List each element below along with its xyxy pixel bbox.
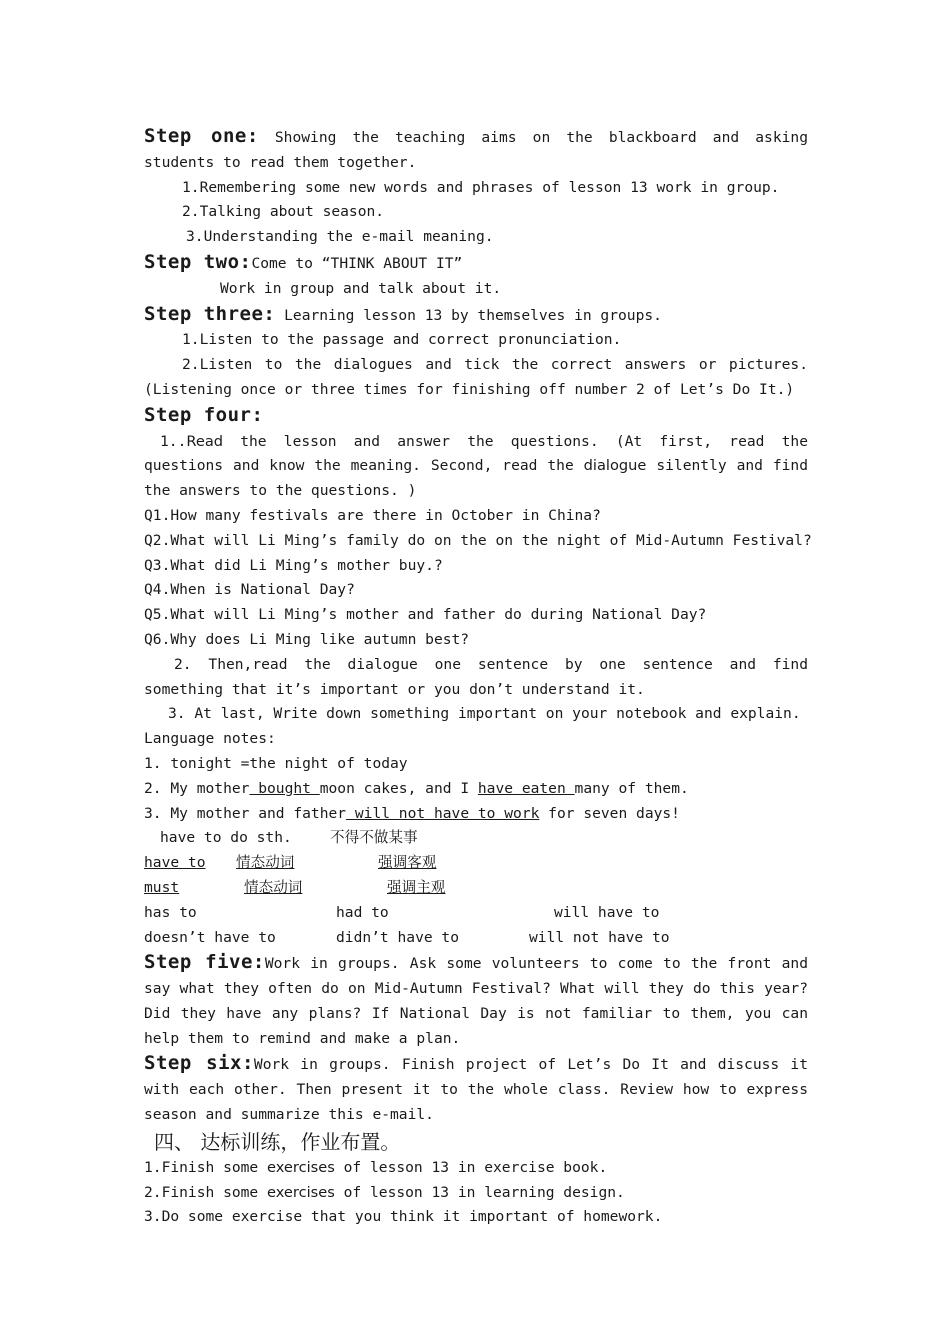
form-had-to: had to (336, 903, 389, 921)
have-to-do-meaning: 不得不做某事 (330, 829, 418, 847)
note-2 (144, 777, 808, 802)
step-four-p2: 2. Then,read the dialogue one sentence by one sentence and find something that it’s important or you don’t understand it. (144, 655, 808, 698)
document-body (144, 124, 812, 1230)
note-2-b: moon cakes, and I (319, 779, 478, 797)
homework-1-a: 1.Finish some (144, 1158, 268, 1176)
form-will-not-have-to: will not have to (529, 928, 670, 946)
homework-1-word: exercises (267, 1158, 335, 1176)
homework-2 (144, 1181, 808, 1206)
note-2-c: many of them. (574, 779, 689, 797)
step-one-paragraph (144, 124, 808, 176)
step-three-item-2: 2.Listen to the dialogues and tick the correct answers or pictures. (Listening once or three times for finishing off number 2 of Let’s Do It.) (144, 356, 808, 398)
note-2-underlined-have-eaten: have eaten (477, 779, 575, 797)
have-to-do-row (144, 826, 808, 851)
question-3: Q3.What did Li Ming’s mother buy.? (144, 556, 443, 574)
homework-1-c: of lesson 13 in exercise book. (334, 1158, 608, 1176)
step-four-p3: 3. At last, Write down something important on your notebook and explain. (168, 705, 801, 723)
step-three-text: Learning lesson 13 by themselves in groups. (275, 306, 662, 324)
step-one-label: Step one: (144, 125, 259, 147)
have-to-emphasis: 强调客观 (378, 854, 437, 872)
question-5: Q5.What will Li Ming’s mother and father do during National Day? (144, 606, 707, 624)
question-2: Q2.What will Li Ming’s family do on the on the night of Mid-Autumn Festival? (144, 531, 812, 549)
question-6: Q6.Why does Li Ming like autumn best? (144, 630, 470, 648)
homework-2-c: of lesson 13 in learning design. (334, 1183, 625, 1201)
have-to-word: have to (144, 854, 206, 872)
step-six-text: Work in groups. Finish project of Let’s Do It and discuss it with each other. Then present it to the whole class. Review how to express season and summarize this e-mail. (144, 1056, 809, 1124)
note-3 (144, 802, 808, 827)
must-emphasis: 强调主观 (387, 878, 446, 896)
step-four-p1 (144, 430, 808, 504)
note-3-underlined: will not have to work (346, 804, 540, 822)
aim-item-1: 1.Remembering some new words and phrases of lesson 13 work in group. (182, 178, 780, 196)
homework-1 (144, 1156, 808, 1181)
homework-2-a: 2.Finish some (144, 1183, 268, 1201)
form-will-have-to: will have to (554, 903, 660, 921)
step-four-label: Step four: (144, 403, 264, 426)
forms-row-1 (144, 901, 808, 926)
step-three-paragraph (144, 302, 808, 329)
step-two-label: Step two: (144, 250, 252, 273)
note-2-underlined-bought: bought (249, 779, 320, 797)
aim-item-2: 2.Talking about season. (182, 203, 385, 221)
homework-2-word: exercises (267, 1183, 335, 1201)
question-1: Q1.How many festivals are there in October in China? (144, 506, 601, 524)
have-to-do-phrase: have to do sth. (160, 829, 292, 847)
have-to-type: 情态动词 (236, 854, 295, 872)
must-type: 情态动词 (244, 878, 303, 896)
step-three-item-1: 1.Listen to the passage and correct pronunciation. (182, 331, 622, 349)
step-three-label: Step three: (144, 302, 276, 325)
note-3-a: 3. My mother and father (144, 804, 347, 822)
must-word: must (144, 878, 180, 896)
step-four-p1-num: 1.. (160, 432, 187, 450)
language-notes-title: Language notes: (144, 730, 276, 748)
forms-row-2 (144, 926, 808, 951)
step-four-paragraph (144, 403, 808, 430)
section-four-title: 四、 达标训练，作业布置。 (154, 1129, 401, 1154)
step-four-p1-end: silently and find the answers to the questions. ) (144, 457, 808, 500)
question-4: Q4.When is National Day? (144, 581, 355, 599)
step-two-sub: Work in group and talk about it. (220, 279, 502, 297)
form-has-to: has to (144, 903, 197, 921)
word-read: Read (186, 432, 224, 450)
form-didnt-have-to: didn’t have to (336, 928, 460, 946)
note-2-a: 2. My mother (144, 779, 250, 797)
aim-item-3: 3.Understanding the e-mail meaning. (186, 228, 494, 246)
step-six-label: Step six: (144, 1052, 254, 1075)
word-dialogue: dialogue (583, 457, 647, 475)
step-two-text: Come to “THINK ABOUT IT” (251, 254, 463, 272)
note-1: 1. tonight =the night of today (144, 754, 408, 772)
step-six-paragraph (144, 1051, 808, 1127)
step-five-text: Work in groups. Ask some volunteers to come to the front and say what they often do on Mid-Autumn Festival? What will they do this year? Did they have any plans? If National Day is not familiar to them, you can help them to remind and make a plan. (144, 955, 808, 1047)
step-four-p1-text: the lesson and answer the questions. (At first, read the questions and know the meaning. Second, read the (144, 432, 808, 475)
form-doesnt-have-to: doesn’t have to (144, 928, 276, 946)
have-to-row (144, 851, 808, 876)
must-row (144, 876, 454, 901)
homework-3: 3.Do some exercise that you think it important of homework. (144, 1208, 663, 1226)
step-five-paragraph (144, 950, 808, 1051)
note-3-b: for seven days! (539, 804, 680, 822)
step-one-text: Showing the teaching aims on the blackboard and asking students to read them together. (144, 129, 808, 171)
step-five-label: Step five: (144, 951, 265, 974)
step-two-paragraph (144, 250, 808, 277)
